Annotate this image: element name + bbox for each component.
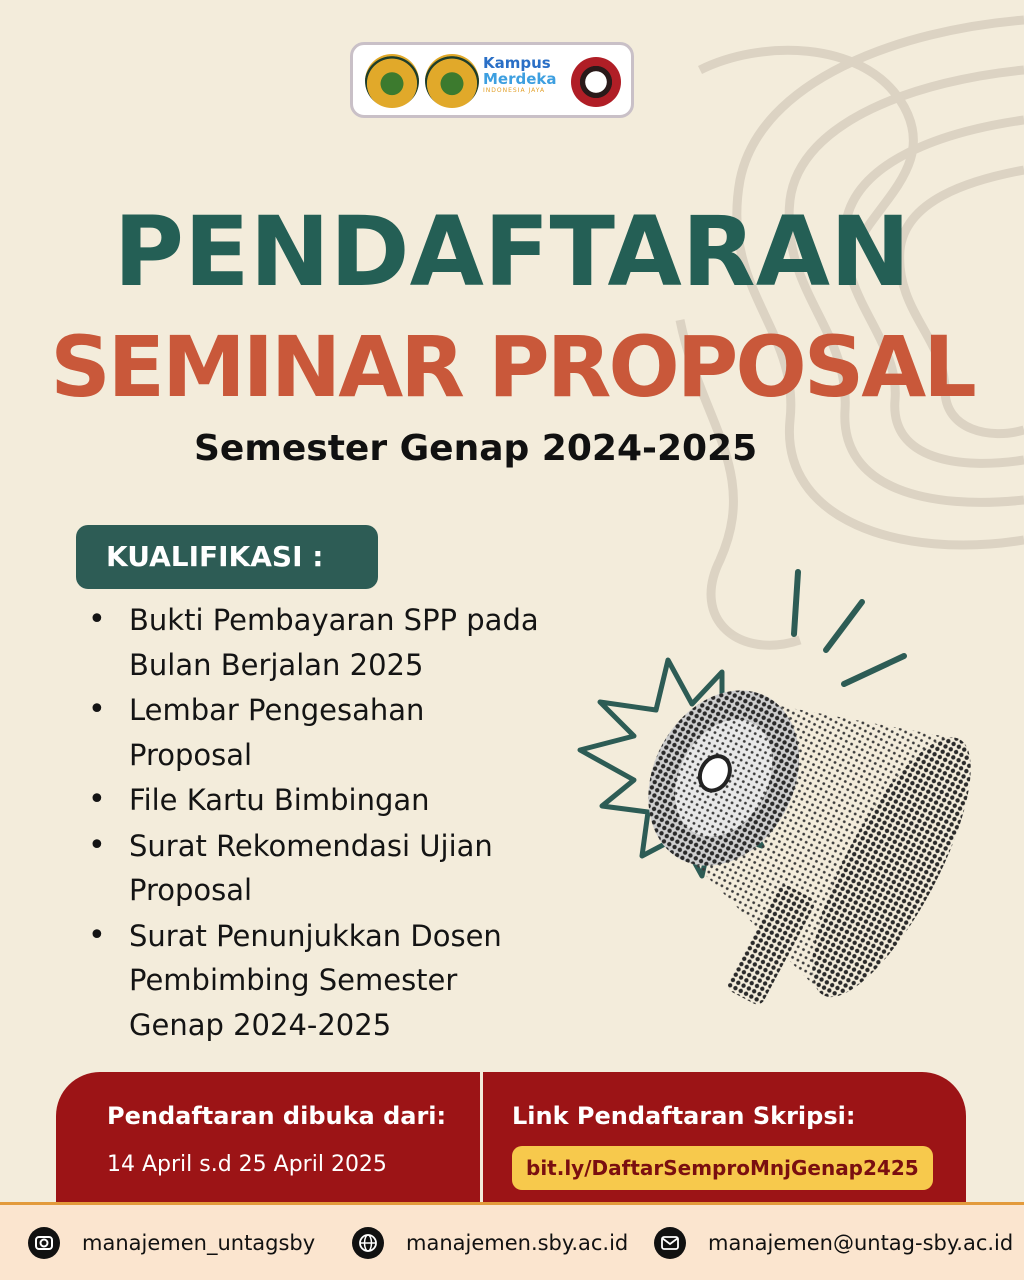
registration-open-label: Pendaftaran dibuka dari: — [107, 1102, 447, 1130]
list-item: • Bukti Pembayaran SPP pada Bulan Berjalan 2025 — [84, 598, 554, 687]
university-seal-logo — [365, 54, 419, 108]
registration-link[interactable]: bit.ly/DaftarSemproMnjGenap2425 — [512, 1146, 933, 1190]
instagram-icon — [28, 1227, 60, 1259]
footer-website[interactable] — [352, 1225, 628, 1261]
qualifications-heading: KUALIFIKASI : — [76, 525, 378, 589]
contact-footer — [0, 1202, 1024, 1280]
headline-pendaftaran: PENDAFTARAN — [113, 196, 911, 308]
registration-link-label: Link Pendaftaran Skripsi: — [512, 1102, 856, 1130]
kampus-merdeka-text-line2: Merdeka — [483, 70, 557, 88]
mail-icon — [654, 1227, 686, 1259]
student-association-badge-logo — [571, 57, 621, 107]
footer-email[interactable] — [654, 1225, 1013, 1261]
instagram-handle: manajemen_untagsby — [82, 1231, 316, 1255]
email-address: manajemen@untag-sby.ac.id — [708, 1231, 1014, 1255]
registration-banner — [56, 1072, 966, 1212]
kampus-merdeka-logo — [483, 55, 567, 109]
globe-icon — [352, 1227, 384, 1259]
registration-date-range: 14 April s.d 25 April 2025 — [107, 1152, 387, 1177]
megaphone-illustration — [572, 560, 1012, 1070]
list-item: • Lembar Pengesahan Proposal — [84, 688, 554, 777]
list-item: • Surat Rekomendasi Ujian Proposal — [84, 824, 554, 913]
kampus-merdeka-text-line1: Kampus — [483, 54, 551, 72]
footer-instagram[interactable] — [28, 1225, 315, 1261]
banner-divider — [480, 1072, 483, 1212]
headline-seminar-proposal: SEMINAR PROPOSAL — [50, 318, 974, 416]
partner-logo-bar — [350, 42, 634, 118]
semester-subtitle: Semester Genap 2024-2025 — [194, 428, 758, 469]
qualifications-list — [84, 598, 554, 1048]
website-url: manajemen.sby.ac.id — [406, 1231, 629, 1255]
list-item: • Surat Penunjukkan Dosen Pembimbing Semester Genap 2024-2025 — [84, 914, 554, 1048]
list-item: • File Kartu Bimbingan — [84, 778, 554, 823]
faculty-seal-logo — [425, 54, 479, 108]
kampus-merdeka-tagline: INDONESIA JAYA — [483, 87, 546, 94]
